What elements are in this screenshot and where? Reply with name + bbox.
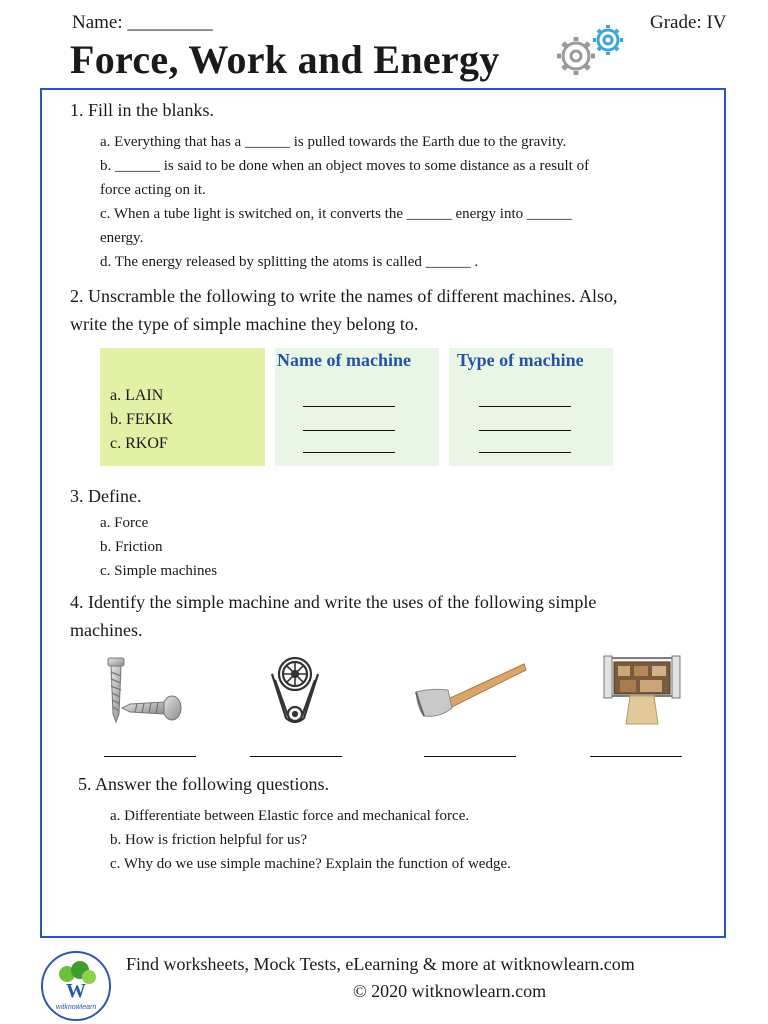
answer-blank[interactable] — [424, 756, 516, 757]
q1-item-d: d. The energy released by splitting the atoms is called ______ . — [100, 254, 479, 270]
scrambled-word-c: c. RKOF — [110, 435, 168, 452]
q1-item-c-cont: energy. — [100, 230, 144, 246]
machine-name-column — [275, 348, 439, 466]
q1-item-c: c. When a tube light is switched on, it converts the ______ energy into ______ — [100, 206, 572, 222]
crate-ramp-icon — [600, 652, 684, 728]
q1-item-a: a. Everything that has a ______ is pulled towards the Earth due to the gravity. — [100, 134, 567, 150]
q3-item-a: a. Force — [100, 515, 149, 531]
answer-blank[interactable] — [250, 756, 342, 757]
answer-blank[interactable] — [303, 406, 395, 407]
answer-blank[interactable] — [479, 452, 571, 453]
answer-blank[interactable] — [479, 430, 571, 431]
logo-letter: W — [66, 980, 86, 1002]
footer-tagline: Find worksheets, Mock Tests, eLearning & more at witknowlearn.com — [126, 954, 635, 974]
q3-title: 3. Define. — [70, 486, 142, 506]
answer-blank[interactable] — [479, 406, 571, 407]
q3-item-b: b. Friction — [100, 539, 163, 555]
screws-icon — [100, 652, 186, 728]
q1-item-b: b. ______ is said to be done when an object moves to some distance as a result of — [100, 158, 590, 174]
logo-text: witknowlearn — [55, 1004, 97, 1011]
page-title: Force, Work and Energy — [70, 37, 500, 82]
q5-item-b: b. How is friction helpful for us? — [110, 832, 308, 848]
name-field-label: Name: _________ — [72, 12, 213, 33]
answer-blank[interactable] — [303, 430, 395, 431]
scrambled-words-box — [100, 348, 265, 466]
answer-blank[interactable] — [303, 452, 395, 453]
q5-item-a: a. Differentiate between Elastic force and mechanical force. — [110, 808, 470, 824]
q5-title: 5. Answer the following questions. — [78, 774, 329, 794]
column-header-name: Name of machine — [277, 350, 411, 370]
grade-label: Grade: IV — [650, 12, 727, 33]
axe-icon — [412, 660, 528, 724]
q1-title: 1. Fill in the blanks. — [70, 100, 214, 120]
column-header-type: Type of machine — [457, 350, 584, 370]
witknowlearn-logo-icon — [40, 950, 112, 1022]
scrambled-word-a: a. LAIN — [110, 387, 164, 404]
q5-item-c: c. Why do we use simple machine? Explain the function of wedge. — [110, 856, 511, 872]
q4-title-line2: machines. — [70, 620, 143, 640]
q1-item-b-cont: force acting on it. — [100, 182, 206, 198]
pulley-icon — [264, 652, 326, 728]
scrambled-word-b: b. FEKIK — [110, 411, 174, 428]
q2-title-line1: 2. Unscramble the following to write the names of different machines. Also, — [70, 286, 618, 306]
answer-blank[interactable] — [590, 756, 682, 757]
machine-type-column — [449, 348, 613, 466]
answer-blank[interactable] — [104, 756, 196, 757]
q4-title-line1: 4. Identify the simple machine and write the uses of the following simple — [70, 592, 597, 612]
footer-copyright: © 2020 witknowlearn.com — [353, 981, 547, 1001]
gears-icon — [548, 20, 632, 84]
q2-title-line2: write the type of simple machine they belong to. — [70, 314, 419, 334]
q3-item-c: c. Simple machines — [100, 563, 218, 579]
